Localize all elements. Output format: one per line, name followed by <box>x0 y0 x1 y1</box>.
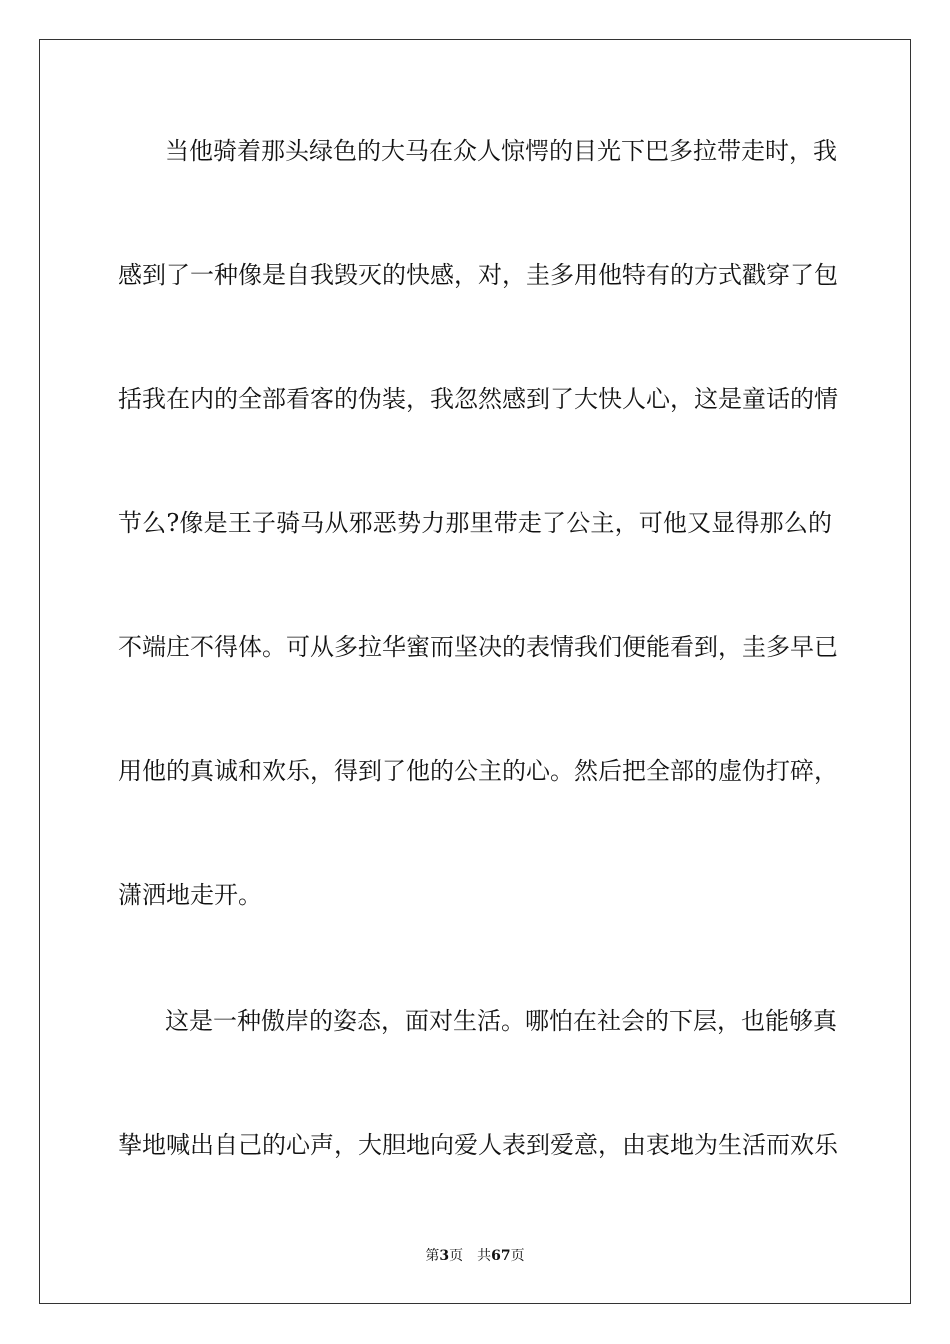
page-border <box>39 39 911 1304</box>
paragraph-1-line-2: 感到了一种像是自我毁灭的快感，对，圭多用他特有的方式戳穿了包 <box>118 261 838 289</box>
page-number: 3 <box>439 1248 450 1264</box>
paragraph-2-line-2: 挚地喊出自己的心声，大胆地向爱人表到爱意，由衷地为生活而欢乐 <box>118 1131 838 1159</box>
page-footer <box>0 1247 950 1265</box>
page-prefix: 第 <box>425 1248 440 1264</box>
total-prefix: 共 <box>477 1248 492 1264</box>
paragraph-2-line-1: 这是一种傲岸的姿态，面对生活。哪怕在社会的下层，也能够真 <box>165 1007 837 1035</box>
paragraph-1-line-7: 潇洒地走开。 <box>118 881 262 909</box>
page-suffix: 页 <box>449 1248 464 1264</box>
paragraph-1-line-3: 括我在内的全部看客的伪装，我忽然感到了大快人心，这是童话的情 <box>118 385 838 413</box>
total-pages: 67 <box>491 1248 511 1264</box>
total-suffix: 页 <box>510 1248 525 1264</box>
paragraph-1-line-4: 节么?像是王子骑马从邪恶势力那里带走了公主，可他又显得那么的 <box>118 509 832 537</box>
paragraph-1-line-1: 当他骑着那头绿色的大马在众人惊愕的目光下巴多拉带走时，我 <box>165 137 837 165</box>
paragraph-1-line-6: 用他的真诚和欢乐，得到了他的公主的心。然后把全部的虚伪打碎， <box>118 757 838 785</box>
paragraph-1-line-5: 不端庄不得体。可从多拉华蜜而坚决的表情我们便能看到，圭多早已 <box>118 633 838 661</box>
